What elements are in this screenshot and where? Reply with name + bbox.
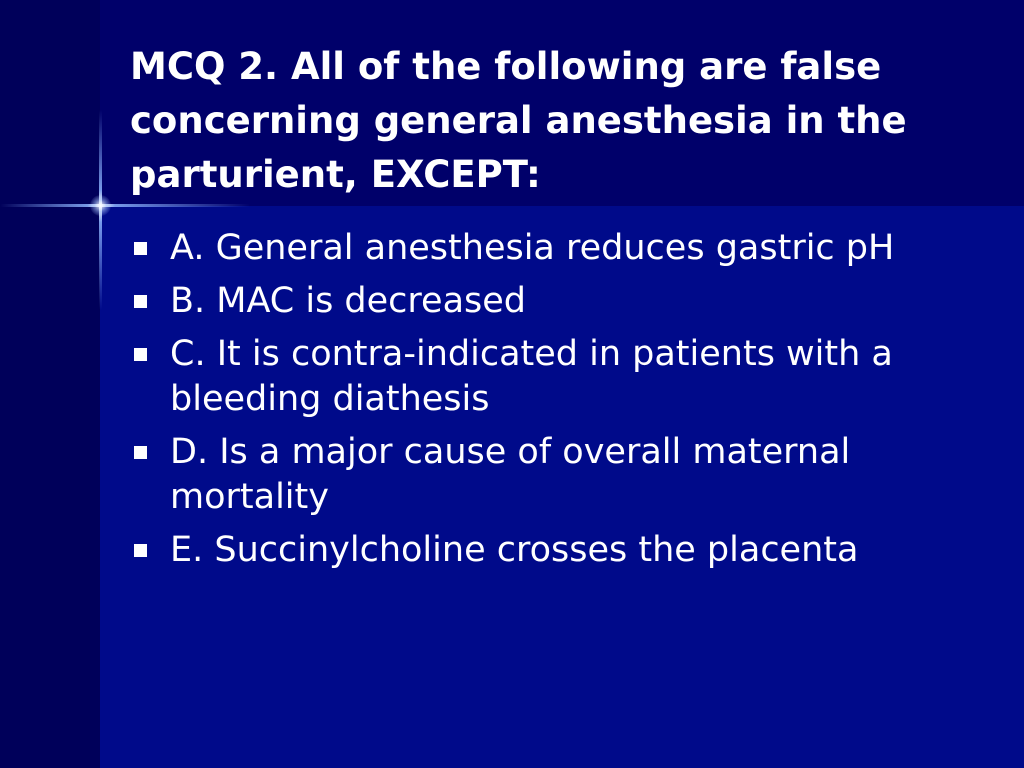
square-bullet-icon [134,348,147,361]
light-flare-horizontal [0,204,250,207]
bullet-item [130,279,970,324]
bullet-item [130,430,970,520]
bullet-text: B. MAC is decreased [170,281,527,321]
bullet-text: E. Succinylcholine crosses the placenta [170,530,859,570]
bullet-text: A. General anesthesia reduces gastric pH [170,228,895,268]
bullet-item [130,226,970,271]
square-bullet-icon [134,295,147,308]
bullet-text: C. It is contra-indicated in patients with a bleeding diathesis [170,334,893,419]
bullet-text: D. Is a major cause of overall maternal mortality [170,432,851,517]
square-bullet-icon [134,242,147,255]
left-band [0,0,100,768]
bullet-item [130,332,970,422]
square-bullet-icon [134,544,147,557]
bullet-item [130,528,970,573]
bullet-list [130,226,970,581]
slide-title: MCQ 2. All of the following are false concerning general anesthesia in the parturient, EXCEPT: [130,45,907,196]
square-bullet-icon [134,446,147,459]
light-flare-core [90,195,111,216]
